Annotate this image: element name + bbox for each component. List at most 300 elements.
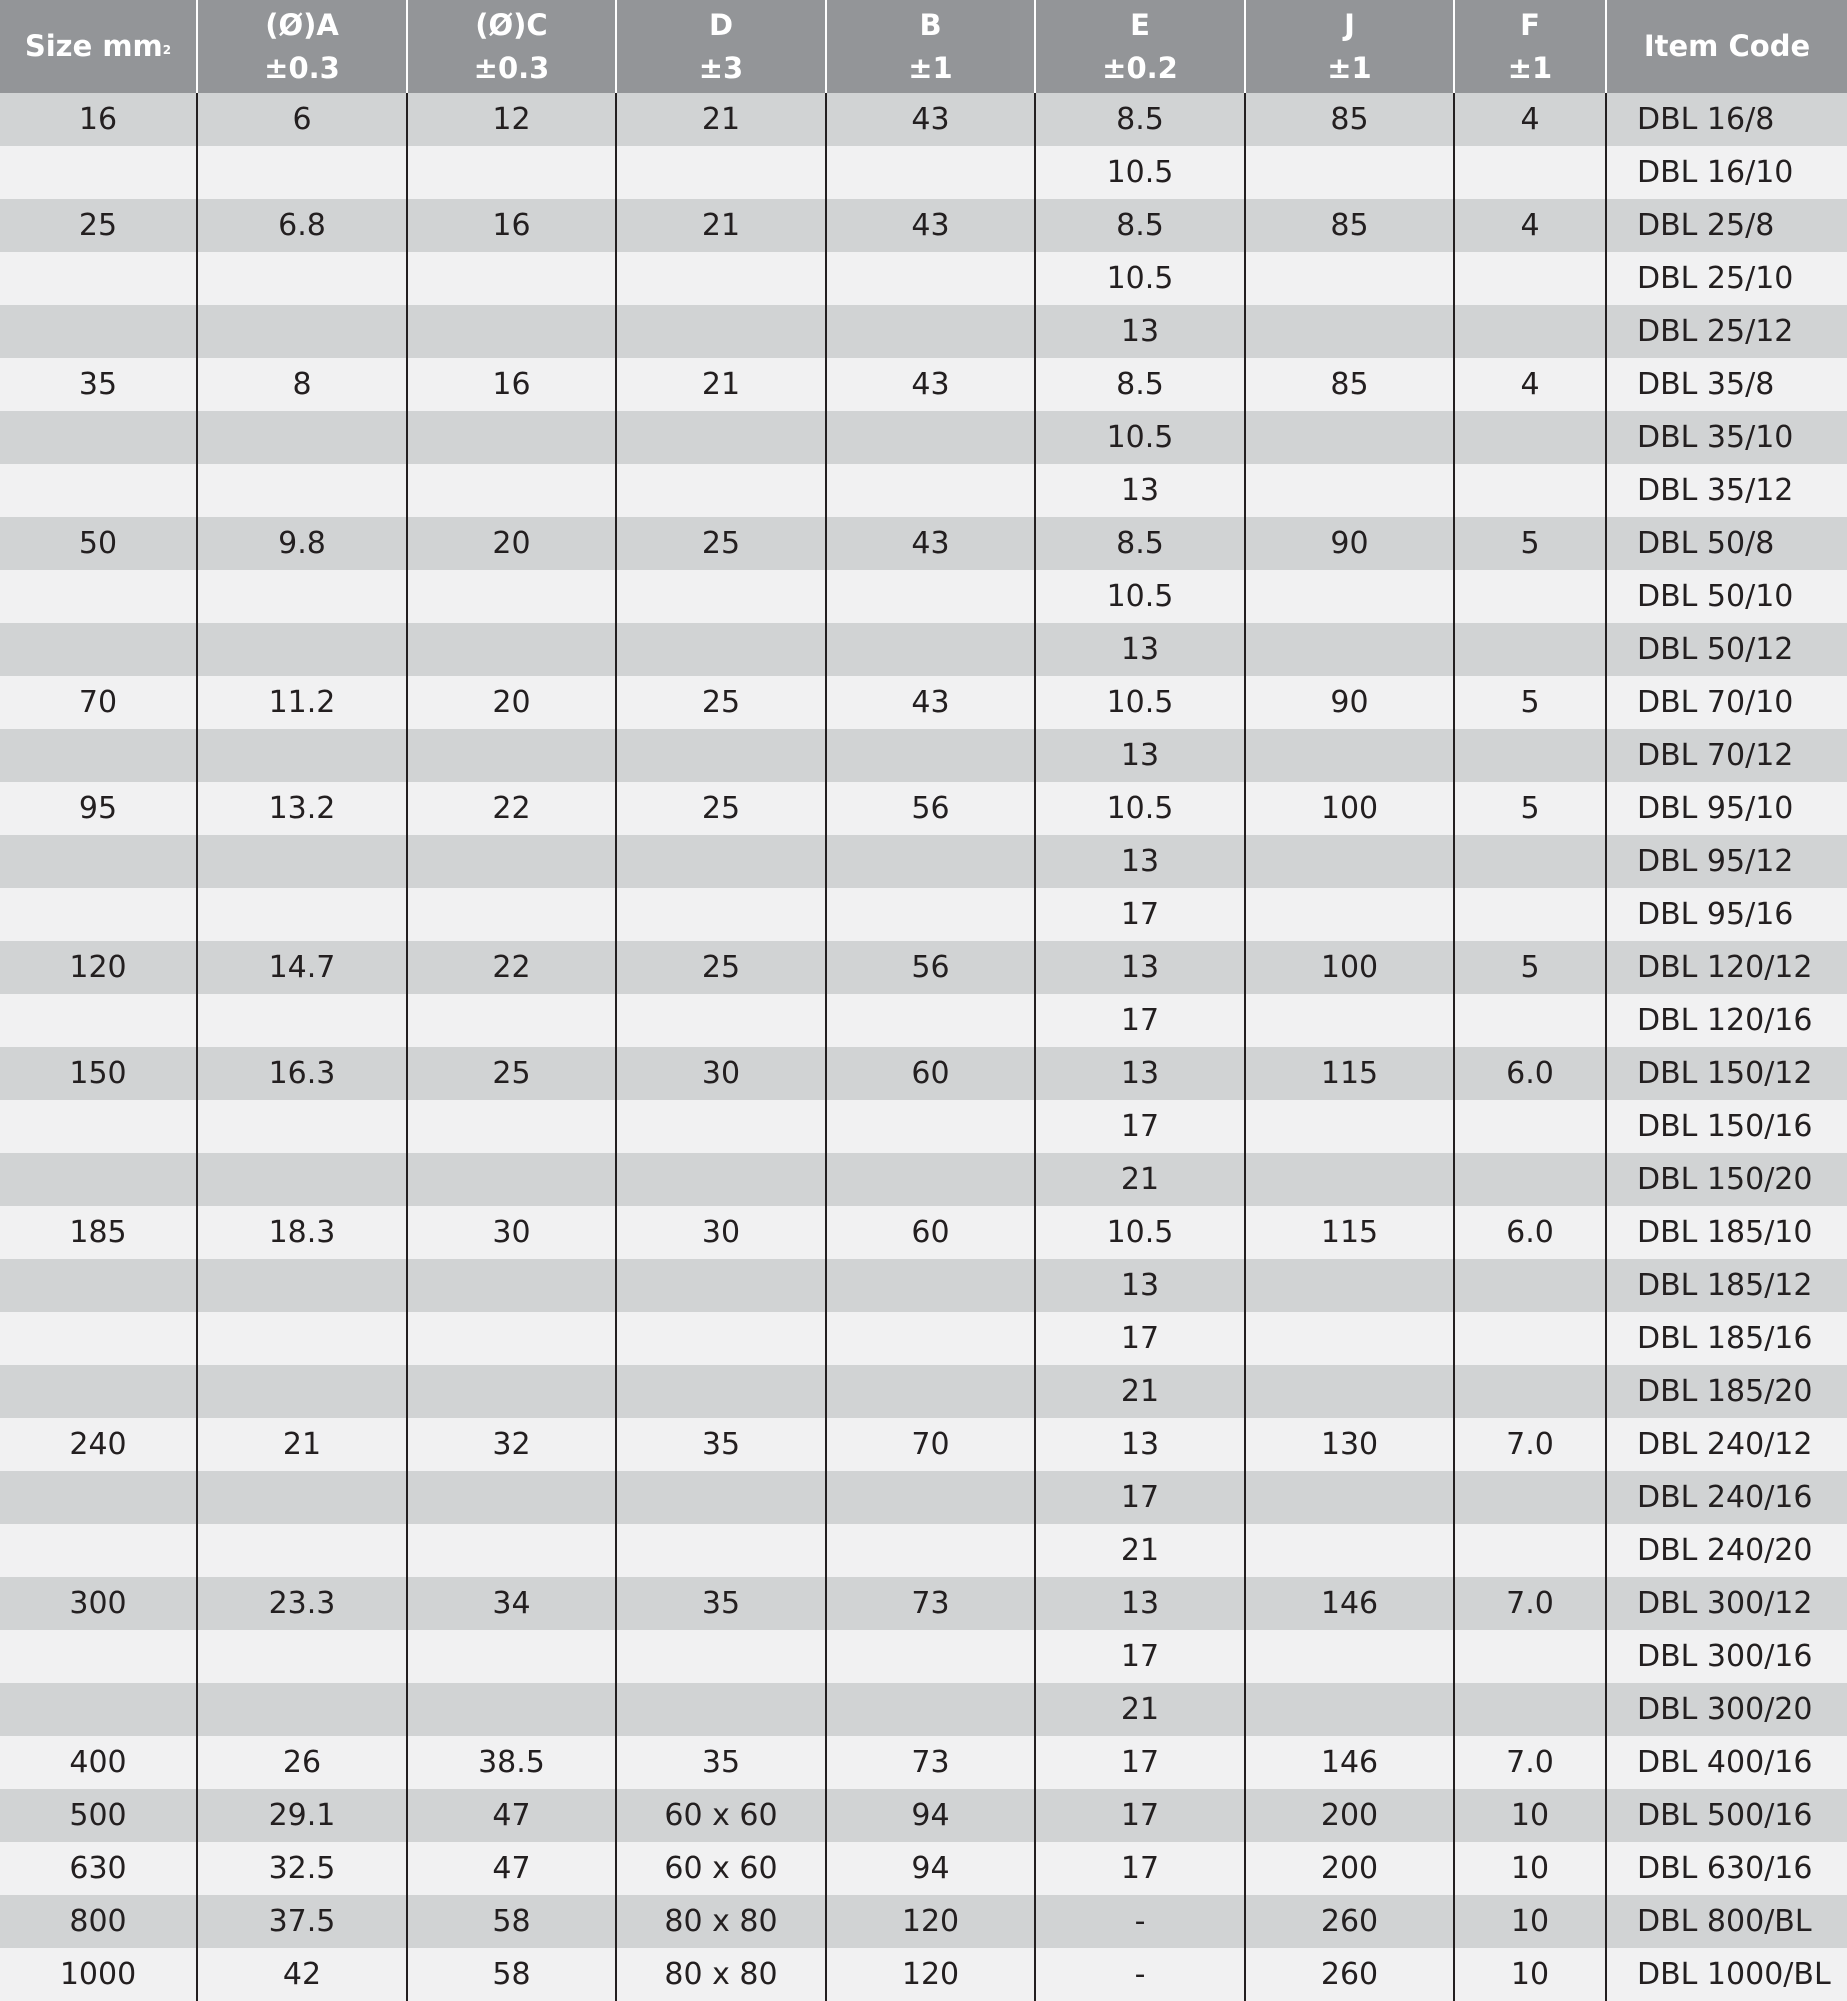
cell-b	[826, 252, 1035, 305]
cell-item-code: DBL 120/12	[1606, 941, 1847, 994]
cell-c	[407, 835, 616, 888]
cell-e: 13	[1035, 464, 1245, 517]
cell-item-code: DBL 70/10	[1606, 676, 1847, 729]
table-row	[0, 1206, 1847, 1259]
cell-c: 20	[407, 517, 616, 570]
cell-item-code: DBL 300/12	[1606, 1577, 1847, 1630]
cell-c	[407, 252, 616, 305]
table-row	[0, 1312, 1847, 1365]
cell-e: 17	[1035, 1789, 1245, 1842]
cell-f	[1454, 835, 1606, 888]
cell-c: 12	[407, 93, 616, 146]
cell-j	[1245, 623, 1454, 676]
cell-d	[616, 146, 826, 199]
cell-size	[0, 1524, 197, 1577]
cell-j: 85	[1245, 358, 1454, 411]
cell-c	[407, 570, 616, 623]
cell-size: 800	[0, 1895, 197, 1948]
cell-a: 32.5	[197, 1842, 407, 1895]
cell-j	[1245, 994, 1454, 1047]
cell-e: 13	[1035, 1577, 1245, 1630]
cell-e: 21	[1035, 1153, 1245, 1206]
cell-e: 17	[1035, 1312, 1245, 1365]
cell-a	[197, 252, 407, 305]
cell-e: 17	[1035, 1842, 1245, 1895]
cell-a	[197, 835, 407, 888]
cell-b	[826, 729, 1035, 782]
cell-f: 5	[1454, 941, 1606, 994]
header-c	[407, 0, 616, 93]
cell-f	[1454, 1471, 1606, 1524]
cell-d: 21	[616, 358, 826, 411]
cell-item-code: DBL 16/10	[1606, 146, 1847, 199]
cell-size	[0, 1365, 197, 1418]
cell-d	[616, 994, 826, 1047]
cell-b	[826, 994, 1035, 1047]
header-e-tolerance: ±0.2	[1102, 50, 1178, 85]
cell-e: 21	[1035, 1524, 1245, 1577]
cell-b	[826, 411, 1035, 464]
cell-j	[1245, 1259, 1454, 1312]
cell-a	[197, 1312, 407, 1365]
cell-size	[0, 146, 197, 199]
cell-e: 10.5	[1035, 570, 1245, 623]
cell-b: 43	[826, 517, 1035, 570]
cell-size	[0, 252, 197, 305]
header-e-name: E	[1130, 7, 1150, 42]
cell-e: 21	[1035, 1683, 1245, 1736]
cell-c: 22	[407, 782, 616, 835]
cell-j: 85	[1245, 199, 1454, 252]
cell-b: 94	[826, 1789, 1035, 1842]
cell-d: 60 x 60	[616, 1842, 826, 1895]
cell-c	[407, 729, 616, 782]
cell-j	[1245, 1630, 1454, 1683]
cell-f	[1454, 1153, 1606, 1206]
cell-e: 8.5	[1035, 199, 1245, 252]
table-row	[0, 994, 1847, 1047]
cell-item-code: DBL 500/16	[1606, 1789, 1847, 1842]
cell-j: 200	[1245, 1842, 1454, 1895]
header-d-name: D	[708, 7, 734, 42]
cell-c	[407, 1100, 616, 1153]
table-row	[0, 1365, 1847, 1418]
cell-size	[0, 1312, 197, 1365]
cell-item-code: DBL 150/20	[1606, 1153, 1847, 1206]
cell-size	[0, 305, 197, 358]
cell-size	[0, 1630, 197, 1683]
cell-f: 6.0	[1454, 1206, 1606, 1259]
cell-size: 500	[0, 1789, 197, 1842]
cell-a: 6	[197, 93, 407, 146]
cell-size	[0, 1153, 197, 1206]
table-row	[0, 1948, 1847, 2001]
cell-a	[197, 1365, 407, 1418]
cell-f	[1454, 729, 1606, 782]
cell-a	[197, 1259, 407, 1312]
cell-j: 90	[1245, 517, 1454, 570]
table-row	[0, 1895, 1847, 1948]
cell-j	[1245, 1365, 1454, 1418]
cell-a: 21	[197, 1418, 407, 1471]
cell-j: 100	[1245, 782, 1454, 835]
cell-f: 4	[1454, 93, 1606, 146]
cell-item-code: DBL 50/8	[1606, 517, 1847, 570]
cell-f	[1454, 1100, 1606, 1153]
table-body	[0, 93, 1847, 2001]
cell-j	[1245, 570, 1454, 623]
table-row	[0, 941, 1847, 994]
cell-size	[0, 1683, 197, 1736]
cell-size: 630	[0, 1842, 197, 1895]
cell-size	[0, 729, 197, 782]
cell-d	[616, 1153, 826, 1206]
cell-b	[826, 1365, 1035, 1418]
header-size-superscript: 2	[162, 43, 172, 57]
cell-d: 25	[616, 782, 826, 835]
table-row	[0, 1736, 1847, 1789]
cell-item-code: DBL 25/12	[1606, 305, 1847, 358]
cell-d: 60 x 60	[616, 1789, 826, 1842]
cell-e: 17	[1035, 1471, 1245, 1524]
cell-e: -	[1035, 1948, 1245, 2001]
cell-b: 56	[826, 782, 1035, 835]
cell-f: 6.0	[1454, 1047, 1606, 1100]
cell-c: 20	[407, 676, 616, 729]
cell-size	[0, 570, 197, 623]
cell-d: 30	[616, 1047, 826, 1100]
cell-item-code: DBL 95/10	[1606, 782, 1847, 835]
cell-a	[197, 1471, 407, 1524]
header-f-tolerance: ±1	[1507, 50, 1553, 85]
cell-f: 10	[1454, 1789, 1606, 1842]
table-row	[0, 146, 1847, 199]
cell-c: 34	[407, 1577, 616, 1630]
table-row	[0, 411, 1847, 464]
cell-b	[826, 623, 1035, 676]
header-j-name: J	[1344, 7, 1355, 42]
cell-j: 90	[1245, 676, 1454, 729]
cell-d	[616, 1471, 826, 1524]
cell-a	[197, 1524, 407, 1577]
cell-item-code: DBL 185/16	[1606, 1312, 1847, 1365]
cell-item-code: DBL 150/12	[1606, 1047, 1847, 1100]
cell-item-code: DBL 25/8	[1606, 199, 1847, 252]
cell-c: 47	[407, 1789, 616, 1842]
cell-f: 10	[1454, 1842, 1606, 1895]
cell-j: 260	[1245, 1895, 1454, 1948]
header-a	[197, 0, 407, 93]
cell-c	[407, 464, 616, 517]
header-f	[1454, 0, 1606, 93]
cell-b: 60	[826, 1047, 1035, 1100]
cell-size: 400	[0, 1736, 197, 1789]
cell-size	[0, 835, 197, 888]
cell-a	[197, 464, 407, 517]
cell-e: 13	[1035, 1259, 1245, 1312]
cell-f	[1454, 1312, 1606, 1365]
cell-b: 94	[826, 1842, 1035, 1895]
cell-f	[1454, 1683, 1606, 1736]
cell-a	[197, 146, 407, 199]
cell-c	[407, 1630, 616, 1683]
header-f-name: F	[1520, 7, 1540, 42]
cell-d: 25	[616, 517, 826, 570]
cell-c: 38.5	[407, 1736, 616, 1789]
header-d	[616, 0, 826, 93]
cell-d: 35	[616, 1577, 826, 1630]
table-row	[0, 305, 1847, 358]
cell-item-code: DBL 95/12	[1606, 835, 1847, 888]
cell-c	[407, 305, 616, 358]
cell-j	[1245, 1471, 1454, 1524]
cell-size	[0, 464, 197, 517]
cell-a	[197, 1100, 407, 1153]
cell-e: 8.5	[1035, 93, 1245, 146]
cell-a: 11.2	[197, 676, 407, 729]
cell-f	[1454, 146, 1606, 199]
cell-j	[1245, 1524, 1454, 1577]
cell-d	[616, 464, 826, 517]
cell-b	[826, 1153, 1035, 1206]
cell-item-code: DBL 35/8	[1606, 358, 1847, 411]
cell-item-code: DBL 35/12	[1606, 464, 1847, 517]
cell-a	[197, 888, 407, 941]
cell-f: 4	[1454, 358, 1606, 411]
cell-e: 13	[1035, 835, 1245, 888]
cell-a: 14.7	[197, 941, 407, 994]
header-size-label: Size mm	[24, 29, 163, 63]
cell-a	[197, 1153, 407, 1206]
cell-e: 17	[1035, 994, 1245, 1047]
cell-size: 300	[0, 1577, 197, 1630]
cell-c: 16	[407, 199, 616, 252]
cell-size: 16	[0, 93, 197, 146]
cell-e: 13	[1035, 305, 1245, 358]
table-row	[0, 1630, 1847, 1683]
cell-e: 10.5	[1035, 782, 1245, 835]
cell-d	[616, 729, 826, 782]
cell-c	[407, 1471, 616, 1524]
cell-e: 10.5	[1035, 252, 1245, 305]
cell-b: 43	[826, 93, 1035, 146]
table-header	[0, 0, 1847, 93]
header-a-name: (Ø)A	[265, 7, 339, 42]
cell-b	[826, 305, 1035, 358]
cell-e: 10.5	[1035, 676, 1245, 729]
cell-f	[1454, 888, 1606, 941]
cell-e: 13	[1035, 941, 1245, 994]
cell-item-code: DBL 240/20	[1606, 1524, 1847, 1577]
cell-f: 5	[1454, 676, 1606, 729]
cell-f	[1454, 1524, 1606, 1577]
cell-size: 240	[0, 1418, 197, 1471]
cell-j	[1245, 1683, 1454, 1736]
header-c-name: (Ø)C	[475, 7, 548, 42]
cell-c: 58	[407, 1895, 616, 1948]
cell-j	[1245, 252, 1454, 305]
cell-j	[1245, 888, 1454, 941]
cell-b: 70	[826, 1418, 1035, 1471]
table-row	[0, 93, 1847, 146]
cell-c: 16	[407, 358, 616, 411]
cell-a: 26	[197, 1736, 407, 1789]
table-row	[0, 1100, 1847, 1153]
cell-d: 30	[616, 1206, 826, 1259]
cell-item-code: DBL 16/8	[1606, 93, 1847, 146]
cell-b	[826, 1259, 1035, 1312]
cell-item-code: DBL 185/12	[1606, 1259, 1847, 1312]
cell-f	[1454, 623, 1606, 676]
cell-item-code: DBL 70/12	[1606, 729, 1847, 782]
cell-item-code: DBL 300/20	[1606, 1683, 1847, 1736]
cell-d	[616, 888, 826, 941]
cell-c	[407, 411, 616, 464]
cell-size	[0, 623, 197, 676]
cell-a: 18.3	[197, 1206, 407, 1259]
cell-b: 73	[826, 1736, 1035, 1789]
cell-c	[407, 146, 616, 199]
cell-item-code: DBL 240/12	[1606, 1418, 1847, 1471]
cell-size: 120	[0, 941, 197, 994]
table-row	[0, 1153, 1847, 1206]
cell-item-code: DBL 50/12	[1606, 623, 1847, 676]
cell-f	[1454, 1365, 1606, 1418]
cell-a	[197, 411, 407, 464]
cell-d: 35	[616, 1418, 826, 1471]
cell-f: 7.0	[1454, 1418, 1606, 1471]
cell-c	[407, 1259, 616, 1312]
table-row	[0, 1789, 1847, 1842]
table-row	[0, 782, 1847, 835]
cell-e: 10.5	[1035, 146, 1245, 199]
cell-item-code: DBL 120/16	[1606, 994, 1847, 1047]
cell-c: 32	[407, 1418, 616, 1471]
cell-size: 150	[0, 1047, 197, 1100]
cell-b	[826, 1471, 1035, 1524]
cell-b: 60	[826, 1206, 1035, 1259]
cell-b: 73	[826, 1577, 1035, 1630]
table-row	[0, 1683, 1847, 1736]
cell-d	[616, 1524, 826, 1577]
cell-j	[1245, 1312, 1454, 1365]
cell-e: 10.5	[1035, 411, 1245, 464]
cell-a	[197, 570, 407, 623]
cell-item-code: DBL 1000/BL	[1606, 1948, 1847, 2001]
cell-b: 43	[826, 358, 1035, 411]
cell-item-code: DBL 25/10	[1606, 252, 1847, 305]
cell-item-code: DBL 185/10	[1606, 1206, 1847, 1259]
cell-d: 21	[616, 199, 826, 252]
table-row	[0, 358, 1847, 411]
cell-b: 120	[826, 1895, 1035, 1948]
cell-a: 6.8	[197, 199, 407, 252]
cell-c	[407, 888, 616, 941]
cell-d	[616, 305, 826, 358]
cell-j: 115	[1245, 1047, 1454, 1100]
cell-a	[197, 729, 407, 782]
cell-c	[407, 1312, 616, 1365]
cell-c	[407, 1683, 616, 1736]
table-row	[0, 1524, 1847, 1577]
cell-f	[1454, 411, 1606, 464]
table-row	[0, 570, 1847, 623]
cell-b	[826, 570, 1035, 623]
cell-item-code: DBL 400/16	[1606, 1736, 1847, 1789]
cell-e: 13	[1035, 623, 1245, 676]
cell-f	[1454, 1259, 1606, 1312]
cell-e: 17	[1035, 1736, 1245, 1789]
cell-d: 21	[616, 93, 826, 146]
table-row	[0, 517, 1847, 570]
cell-f: 5	[1454, 517, 1606, 570]
cell-size	[0, 1259, 197, 1312]
cell-b	[826, 835, 1035, 888]
cell-j: 146	[1245, 1736, 1454, 1789]
cell-c: 22	[407, 941, 616, 994]
cell-e: 13	[1035, 729, 1245, 782]
cell-d	[616, 1100, 826, 1153]
cell-size: 35	[0, 358, 197, 411]
cell-a	[197, 305, 407, 358]
header-b	[826, 0, 1035, 93]
cell-f	[1454, 1630, 1606, 1683]
header-row	[0, 0, 1847, 93]
header-b-tolerance: ±1	[908, 50, 953, 85]
cell-e: 21	[1035, 1365, 1245, 1418]
cell-e: 8.5	[1035, 358, 1245, 411]
cell-c: 25	[407, 1047, 616, 1100]
cell-a	[197, 1630, 407, 1683]
cell-c	[407, 1524, 616, 1577]
cell-a	[197, 994, 407, 1047]
cell-c: 30	[407, 1206, 616, 1259]
cell-j: 146	[1245, 1577, 1454, 1630]
cell-f: 10	[1454, 1948, 1606, 2001]
cell-e: 17	[1035, 1630, 1245, 1683]
table-row	[0, 199, 1847, 252]
header-c-tolerance: ±0.3	[473, 50, 550, 85]
cell-a	[197, 623, 407, 676]
cell-d	[616, 1259, 826, 1312]
cell-f	[1454, 252, 1606, 305]
cell-f: 7.0	[1454, 1736, 1606, 1789]
cell-size	[0, 411, 197, 464]
cell-b: 56	[826, 941, 1035, 994]
cell-size: 95	[0, 782, 197, 835]
cell-f	[1454, 305, 1606, 358]
cell-d: 80 x 80	[616, 1895, 826, 1948]
cell-d	[616, 252, 826, 305]
cell-a	[197, 1683, 407, 1736]
cell-c	[407, 623, 616, 676]
cell-b: 43	[826, 676, 1035, 729]
cell-j: 100	[1245, 941, 1454, 994]
table-row	[0, 888, 1847, 941]
cell-item-code: DBL 50/10	[1606, 570, 1847, 623]
cell-j	[1245, 464, 1454, 517]
cell-d	[616, 570, 826, 623]
table-row	[0, 1259, 1847, 1312]
cell-j	[1245, 305, 1454, 358]
cell-f: 10	[1454, 1895, 1606, 1948]
table-row	[0, 252, 1847, 305]
cell-a: 13.2	[197, 782, 407, 835]
table-row	[0, 676, 1847, 729]
cell-a: 16.3	[197, 1047, 407, 1100]
cell-size	[0, 994, 197, 1047]
cell-d: 25	[616, 676, 826, 729]
